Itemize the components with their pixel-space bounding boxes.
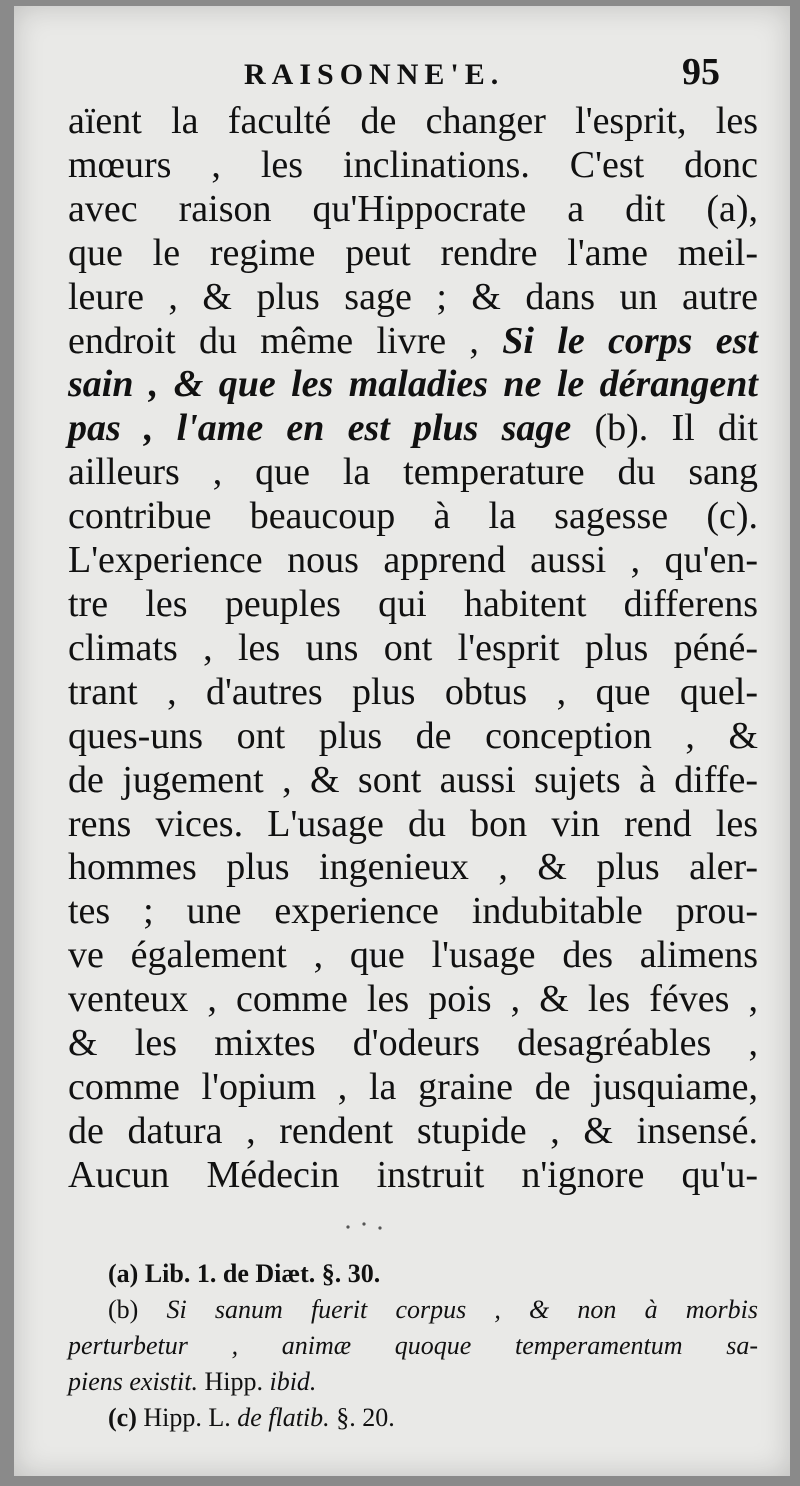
- text-line: de jugement , & sont aussi sujets à diffe-: [68, 758, 758, 801]
- italic-quote: pas , l'ame en est plus sage: [68, 407, 572, 450]
- text-line: contribue beaucoup à la sagesse (c).: [68, 495, 758, 538]
- footnote-b-text: piens existit.: [68, 1367, 198, 1396]
- text-line: venteux , comme les pois , & les féves ,: [68, 978, 758, 1021]
- book-page: [14, 6, 790, 1476]
- footnote-c-source: Hipp. L.: [143, 1403, 238, 1432]
- text-line: & les mixtes d'odeurs desagréables ,: [68, 1022, 758, 1065]
- footnotes: [68, 1256, 758, 1436]
- footnote-a-mark: (a): [108, 1259, 139, 1288]
- text-line: ailleurs , que la temperature du sang: [68, 451, 758, 494]
- text-line: mœurs , les inclinations. C'est donc: [68, 143, 758, 186]
- page-header: [14, 51, 790, 98]
- footnote-b-line3: [68, 1364, 758, 1400]
- page-number: 95: [682, 51, 720, 93]
- text-line-with-italic: [68, 320, 758, 364]
- text-line: que le regime peut rendre l'ame meil-: [68, 231, 758, 274]
- text-line-with-italic: [68, 407, 758, 451]
- text-line: aïent la faculté de changer l'esprit, les: [68, 100, 758, 142]
- italic-quote: Si le corps est: [502, 319, 758, 362]
- footnote-b-ibid: ibid.: [269, 1367, 317, 1396]
- text-line: avec raison qu'Hippocrate a dit (a),: [68, 187, 758, 230]
- text-line: de datura , rendent stupide , & insensé.: [68, 1109, 758, 1152]
- text-line: tes ; une experience indubitable prou-: [68, 890, 758, 933]
- text-line: ve également , que l'usage des alimens: [68, 934, 758, 977]
- italic-quote: sain , & que les maladies ne le dérangent: [68, 363, 758, 406]
- body-text: [68, 100, 758, 1198]
- footnote-c-title: de flatib.: [237, 1403, 330, 1432]
- footnote-b-text: Si sanum fuerit corpus , & non à morbis: [166, 1295, 759, 1324]
- running-head: RAISONNE'E.: [244, 58, 505, 91]
- text-line: leure , & plus sage ; & dans un autre: [68, 275, 758, 318]
- text-line-roman: (b). Il dit: [571, 407, 758, 450]
- text-line: climats , les uns ont l'esprit plus péné-: [68, 626, 758, 669]
- text-line: L'experience nous apprend aussi , qu'en-: [68, 539, 758, 582]
- footnote-separator: [334, 1218, 394, 1236]
- footnote-b-text: perturbetur , animæ quoque temperamentum sa-: [68, 1331, 758, 1360]
- text-line: ques-uns ont plus de conception , &: [68, 714, 758, 757]
- footnote-c: [68, 1400, 758, 1436]
- text-line: Aucun Médecin instruit n'ignore qu'u-: [68, 1153, 758, 1196]
- text-line: comme l'opium , la graine de jusquiame,: [68, 1065, 758, 1108]
- text-line-italic: [68, 363, 758, 407]
- text-line: tre les peuples qui habitent differens: [68, 582, 758, 625]
- text-line: hommes plus ingenieux , & plus aler-: [68, 846, 758, 889]
- footnote-b-source: Hipp.: [197, 1367, 270, 1396]
- text-line-roman: endroit du même livre ,: [68, 319, 503, 362]
- text-line: trant , d'autres plus obtus , que quel-: [68, 670, 758, 713]
- footnote-a-text: Lib. 1. de Diæt. §. 30.: [144, 1259, 381, 1288]
- footnote-b-line1: [68, 1292, 758, 1328]
- footnote-b-line2: [68, 1328, 758, 1364]
- text-line: rens vices. L'usage du bon vin rend les: [68, 802, 758, 845]
- footnote-a: [68, 1256, 758, 1292]
- footnote-c-end: §. 20.: [329, 1403, 395, 1432]
- footnote-b-mark: (b): [108, 1295, 139, 1324]
- footnote-c-mark: (c): [108, 1403, 137, 1432]
